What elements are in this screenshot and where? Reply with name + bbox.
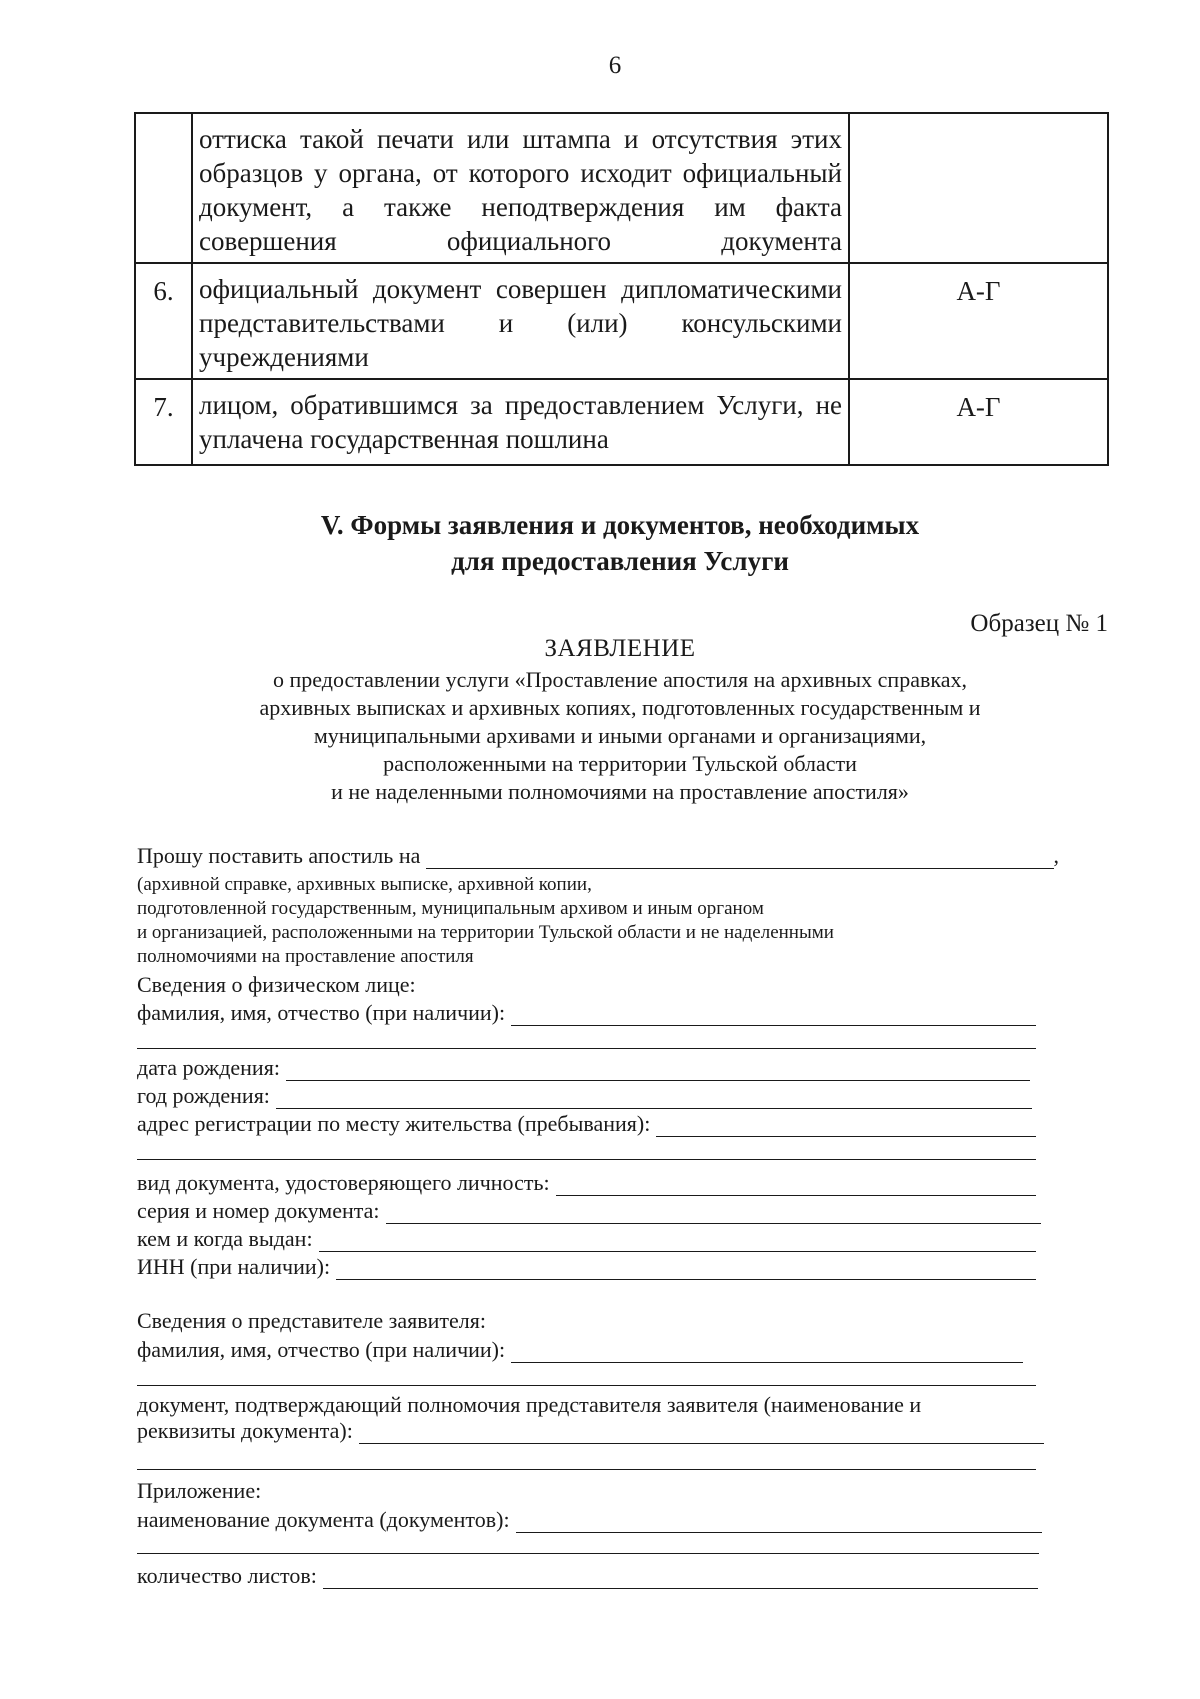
rep-doc-field[interactable] xyxy=(137,1418,1044,1444)
subtitle-line: и не наделенными полномочиями на проставление апостиля» xyxy=(331,779,909,804)
field-label: серия и номер документа: xyxy=(137,1198,380,1223)
field-label: год рождения: xyxy=(137,1083,270,1108)
request-suffix: , xyxy=(1053,843,1059,868)
rep-doc-input-line[interactable] xyxy=(359,1423,1044,1444)
row-number: 7. xyxy=(135,379,192,465)
birth-year-input-line[interactable] xyxy=(276,1088,1032,1109)
field-label: фамилия, имя, отчество (при наличии): xyxy=(137,1000,506,1025)
rep-fio-continuation-line[interactable] xyxy=(137,1385,1036,1386)
attach-heading: Приложение: xyxy=(137,1478,262,1503)
person-heading: Сведения о физическом лице: xyxy=(137,972,416,997)
address-continuation-line[interactable] xyxy=(137,1159,1036,1160)
field-label: количество листов: xyxy=(137,1563,317,1588)
issued-by-field[interactable] xyxy=(137,1226,1036,1252)
note-line: подготовленной государственным, муниципальным архивом и иным органом xyxy=(137,898,764,919)
id-type-input-line[interactable] xyxy=(556,1175,1036,1196)
section-title xyxy=(0,507,1200,579)
fio-continuation-line[interactable] xyxy=(137,1048,1036,1049)
note-line: полномочиями на проставление апостиля xyxy=(137,946,474,967)
request-label: Прошу поставить апостиль на xyxy=(137,843,421,868)
birth-year-field[interactable] xyxy=(137,1083,1032,1109)
row-text: лицом, обратившимся за предоставлением Услуги, не уплачена государственная пошлина xyxy=(192,379,849,465)
id-type-field[interactable] xyxy=(137,1170,1036,1196)
note-line: (архивной справке, архивных выписке, архивной копии, xyxy=(137,874,592,895)
subtitle-line: муниципальными архивами и иными органами и организациями, xyxy=(313,723,927,748)
row-code: А-Г xyxy=(849,263,1108,379)
subtitle-line: архивных выписках и архивных копиях, подготовленных государственным и xyxy=(259,695,981,720)
request-field[interactable] xyxy=(137,843,1059,869)
field-label: наименование документа (документов): xyxy=(137,1507,510,1532)
field-label: адрес регистрации по месту жительства (пребывания): xyxy=(137,1111,651,1136)
id-number-field[interactable] xyxy=(137,1198,1041,1224)
form-subtitle xyxy=(0,666,1200,806)
row-code: А-Г xyxy=(849,379,1108,465)
row-code xyxy=(849,113,1108,263)
rep-doc-label: документ, подтверждающий полномочия представителя заявителя (наименование и xyxy=(137,1392,922,1417)
request-note xyxy=(137,873,834,969)
note-line: и организацией, расположенными на территории Тульской области и не наделенными xyxy=(137,922,834,943)
attach-sheets-input-line[interactable] xyxy=(323,1568,1038,1589)
subtitle-line: о предоставлении услуги «Проставление апостиля на архивных справках, xyxy=(273,667,967,692)
field-label: вид документа, удостоверяющего личность: xyxy=(137,1170,550,1195)
table-row xyxy=(135,379,1108,465)
sample-label: Образец № 1 xyxy=(970,610,1108,637)
field-label: реквизиты документа): xyxy=(137,1418,353,1443)
rep-doc-continuation-line[interactable] xyxy=(137,1469,1036,1470)
subtitle-line: расположенными на территории Тульской области xyxy=(383,751,857,776)
form-title: ЗАЯВЛЕНИЕ xyxy=(544,635,696,662)
id-number-input-line[interactable] xyxy=(386,1203,1041,1224)
row-number: 6. xyxy=(135,263,192,379)
attach-name-continuation-line[interactable] xyxy=(137,1553,1039,1554)
inn-input-line[interactable] xyxy=(336,1259,1036,1280)
inn-field[interactable] xyxy=(137,1254,1036,1280)
field-label: фамилия, имя, отчество (при наличии): xyxy=(137,1337,506,1362)
table-row xyxy=(135,263,1108,379)
address-field[interactable] xyxy=(137,1111,1036,1137)
field-label: кем и когда выдан: xyxy=(137,1226,313,1251)
address-input-line[interactable] xyxy=(656,1116,1036,1137)
attach-sheets-field[interactable] xyxy=(137,1563,1038,1589)
rep-heading: Сведения о представителе заявителя: xyxy=(137,1308,486,1333)
attach-name-input-line[interactable] xyxy=(516,1512,1042,1533)
row-number xyxy=(135,113,192,263)
section-title-line: для предоставления Услуги xyxy=(451,546,789,576)
row-text: официальный документ совершен дипломатическими представительствами и (или) консульскими учреждениями xyxy=(192,263,849,379)
field-label: ИНН (при наличии): xyxy=(137,1254,331,1279)
page-number: 6 xyxy=(608,52,622,79)
grounds-table xyxy=(134,112,1109,466)
birth-date-field[interactable] xyxy=(137,1055,1030,1081)
row-text: оттиска такой печати или штампа и отсутствия этих образцов у органа, от которого исходит официальный документ, а также неподтверждения им факта совершения официального документа xyxy=(192,113,849,263)
rep-fio-field[interactable] xyxy=(137,1337,1023,1363)
birth-date-input-line[interactable] xyxy=(286,1060,1030,1081)
table-row xyxy=(135,113,1108,263)
rep-fio-input-line[interactable] xyxy=(511,1342,1023,1363)
person-fio-field[interactable] xyxy=(137,1000,1036,1026)
issued-by-input-line[interactable] xyxy=(319,1231,1036,1252)
fio-input-line[interactable] xyxy=(511,1005,1036,1026)
field-label: дата рождения: xyxy=(137,1055,280,1080)
request-input-line[interactable] xyxy=(426,848,1053,869)
section-title-line: V. Формы заявления и документов, необходимых xyxy=(320,510,920,540)
attach-name-field[interactable] xyxy=(137,1507,1042,1533)
